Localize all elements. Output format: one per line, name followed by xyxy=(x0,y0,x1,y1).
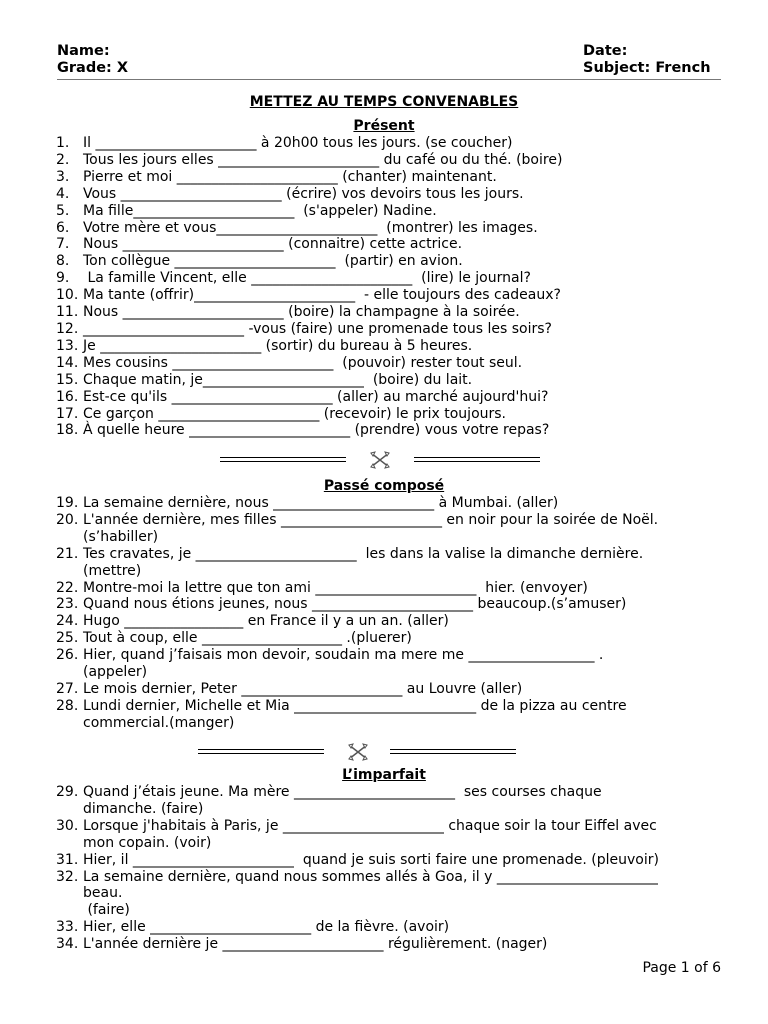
exercise-text: Hier, quand j’faisais mon devoir, soudain ma mere me __________________ . (appeler) xyxy=(83,647,604,681)
exercise-text: Hugo _________________ en France il y a un an. (aller) xyxy=(83,613,449,630)
ornament-icon xyxy=(368,450,392,470)
exercise-number: 4. xyxy=(56,185,70,202)
date-label: Date: xyxy=(583,43,628,59)
section-heading-imparfait: L’imparfait xyxy=(342,767,426,783)
section-heading-present: Présent xyxy=(353,118,415,134)
exercise-number: 29. xyxy=(56,784,79,800)
worksheet-title: METTEZ AU TEMPS CONVENABLES xyxy=(249,94,519,110)
exercise-number: 1. xyxy=(56,135,70,151)
exercise-number: 26. xyxy=(56,647,79,664)
exercise-text: Lorsque j'habitais à Paris, je _______________________ chaque soir la tour Eiffel avec mon copain. (voir) xyxy=(83,817,657,851)
exercise-number: 8. xyxy=(56,253,70,270)
exercise-item xyxy=(56,236,726,253)
exercise-text: Montre-moi la lettre que ton ami _______________________ hier. (envoyer) xyxy=(83,579,588,596)
exercise-text: Hier, elle _______________________ de la fièvre. (avoir) xyxy=(83,919,450,936)
exercise-number: 23. xyxy=(56,596,79,613)
exercise-item xyxy=(56,580,726,597)
exercise-number: 30. xyxy=(56,817,79,834)
exercise-number: 33. xyxy=(56,919,79,936)
exercise-item xyxy=(56,422,726,439)
ornament-icon xyxy=(346,742,370,762)
exercise-item xyxy=(56,220,726,237)
exercise-number: 21. xyxy=(56,545,79,562)
name-label: Name: xyxy=(57,43,110,59)
exercise-number: 25. xyxy=(56,630,79,647)
exercise-number: 28. xyxy=(56,697,79,714)
exercise-text: Est-ce qu'ils _______________________ (aller) au marché aujourd'hui? xyxy=(83,388,549,405)
exercise-item xyxy=(56,647,726,681)
exercise-number: 13. xyxy=(56,337,79,354)
section-heading-passe-compose: Passé composé xyxy=(323,478,445,494)
exercise-text: Quand nous étions jeunes, nous _______________________ beaucoup.(s’amuser) xyxy=(83,596,627,613)
exercise-item xyxy=(56,613,726,630)
header-row-1 xyxy=(57,43,721,60)
exercise-item xyxy=(56,338,726,355)
exercise-number: 9. xyxy=(56,270,70,287)
exercise-item xyxy=(56,869,726,920)
exercise-item xyxy=(56,406,726,423)
exercise-text: Quand j’étais jeune. Ma mère _______________________ ses courses chaque dimanche. (faire) xyxy=(83,784,602,817)
exercise-text: L'année dernière, mes filles _______________________ en noir pour la soirée de Noël. (s’habiller) xyxy=(83,511,659,545)
exercise-item xyxy=(56,186,726,203)
grade-label: Grade: X xyxy=(57,60,129,76)
exercise-number: 11. xyxy=(56,304,79,321)
exercise-item xyxy=(56,630,726,647)
exercise-text: _______________________ -vous (faire) une promenade tous les soirs? xyxy=(83,320,552,337)
exercise-item xyxy=(56,919,726,936)
exercise-item xyxy=(56,304,726,321)
exercise-item xyxy=(56,270,726,287)
exercise-text: La semaine dernière, nous _______________________ à Mumbai. (aller) xyxy=(83,495,559,511)
exercise-number: 16. xyxy=(56,388,79,405)
exercise-item xyxy=(56,169,726,186)
exercise-text: La semaine dernière, quand nous sommes allés à Goa, il y _______________________ beau. (faire) xyxy=(83,868,658,919)
exercise-item xyxy=(56,372,726,389)
exercise-text: Tous les jours elles _______________________ du café ou du thé. (boire) xyxy=(83,151,563,168)
exercise-number: 5. xyxy=(56,202,70,219)
exercise-number: 3. xyxy=(56,168,70,185)
exercise-item xyxy=(56,389,726,406)
section-divider xyxy=(198,745,518,759)
exercise-text: Il _______________________ à 20h00 tous les jours. (se coucher) xyxy=(83,135,513,151)
exercise-number: 17. xyxy=(56,405,79,422)
exercise-text: Mes cousins _______________________ (pouvoir) rester tout seul. xyxy=(83,354,523,371)
exercise-item xyxy=(56,512,726,546)
exercise-text: Hier, il _______________________ quand je suis sorti faire une promenade. (pleuvoir) xyxy=(83,851,659,868)
exercise-number: 12. xyxy=(56,320,79,337)
exercise-number: 24. xyxy=(56,613,79,630)
exercise-text: Le mois dernier, Peter _______________________ au Louvre (aller) xyxy=(83,680,523,697)
page-number: Page 1 of 6 xyxy=(642,960,721,976)
section-divider xyxy=(220,453,540,467)
exercise-text: Ton collègue _______________________ (partir) en avion. xyxy=(83,253,463,270)
exercise-text: Pierre et moi _______________________ (chanter) maintenant. xyxy=(83,168,497,185)
exercise-item xyxy=(56,135,726,152)
exercise-item xyxy=(56,681,726,698)
exercise-text: À quelle heure _______________________ (prendre) vous votre repas? xyxy=(83,422,550,439)
exercise-item xyxy=(56,495,726,512)
exercise-item xyxy=(56,152,726,169)
exercise-number: 27. xyxy=(56,680,79,697)
exercise-text: Nous _______________________ (connaitre) cette actrice. xyxy=(83,236,463,253)
exercise-text: Je _______________________ (sortir) du bureau à 5 heures. xyxy=(83,337,473,354)
exercise-item xyxy=(56,852,726,869)
exercise-item xyxy=(56,355,726,372)
exercise-number: 20. xyxy=(56,511,79,528)
exercise-number: 14. xyxy=(56,354,79,371)
exercise-list-passe-compose xyxy=(56,495,726,732)
exercise-number: 18. xyxy=(56,422,79,439)
exercise-item xyxy=(56,203,726,220)
exercise-number: 10. xyxy=(56,287,79,304)
exercise-list-present xyxy=(56,135,726,439)
exercise-number: 32. xyxy=(56,868,79,885)
exercise-number: 22. xyxy=(56,579,79,596)
exercise-number: 2. xyxy=(56,151,70,168)
exercise-number: 15. xyxy=(56,371,79,388)
exercise-item xyxy=(56,596,726,613)
exercise-text: Ma fille_______________________ (s'appeler) Nadine. xyxy=(83,202,437,219)
exercise-item xyxy=(56,253,726,270)
exercise-text: Votre mère et vous_______________________ (montrer) les images. xyxy=(83,219,538,236)
exercise-text: Vous _______________________ (écrire) vos devoirs tous les jours. xyxy=(83,185,524,202)
exercise-text: L'année dernière je _______________________ régulièrement. (nager) xyxy=(83,936,548,953)
exercise-text: Chaque matin, je_______________________ (boire) du lait. xyxy=(83,371,473,388)
exercise-item xyxy=(56,784,726,818)
exercise-number: 31. xyxy=(56,851,79,868)
exercise-item xyxy=(56,698,726,732)
exercise-item xyxy=(56,321,726,338)
exercise-item xyxy=(56,546,726,580)
exercise-text: Ce garçon _______________________ (recevoir) le prix toujours. xyxy=(83,405,507,422)
page-header xyxy=(57,43,721,80)
exercise-number: 7. xyxy=(56,236,70,253)
exercise-text: La famille Vincent, elle _______________________ (lire) le journal? xyxy=(83,270,531,287)
exercise-text: Nous _______________________ (boire) la champagne à la soirée. xyxy=(83,304,520,321)
exercise-text: Ma tante (offrir)_______________________ - elle toujours des cadeaux? xyxy=(83,287,561,304)
subject-label: Subject: French xyxy=(583,60,711,76)
exercise-number: 19. xyxy=(56,495,79,511)
exercise-item xyxy=(56,818,726,852)
exercise-text: Tout à coup, elle ____________________ .(pluerer) xyxy=(83,630,412,647)
exercise-list-imparfait xyxy=(56,784,726,953)
exercise-number: 6. xyxy=(56,219,70,236)
exercise-number: 34. xyxy=(56,936,79,953)
exercise-text: Tes cravates, je _______________________ les dans la valise la dimanche dernière. (mettre) xyxy=(83,545,644,579)
exercise-text: Lundi dernier, Michelle et Mia __________________________ de la pizza au centre commercial.(manger) xyxy=(83,697,627,731)
exercise-item xyxy=(56,287,726,304)
header-row-2 xyxy=(57,60,721,77)
exercise-item xyxy=(56,936,726,953)
